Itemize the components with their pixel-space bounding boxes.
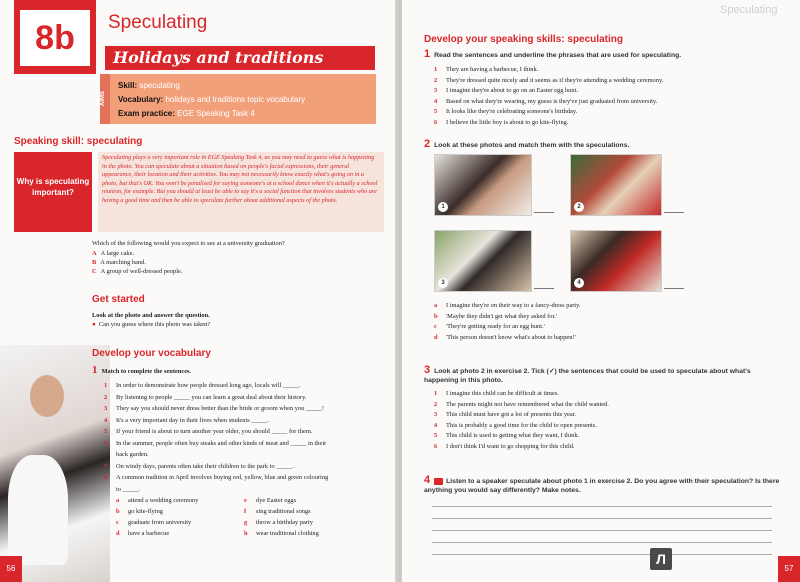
- vocab-choice: c graduate from university: [116, 519, 192, 526]
- notes-line[interactable]: [432, 506, 772, 507]
- topic-banner: Holidays and traditions: [105, 46, 375, 70]
- unit-title: Speculating: [108, 12, 208, 33]
- vocab-choice: g throw a birthday party: [244, 519, 313, 526]
- aims-skill: Skill: speculating: [118, 81, 180, 90]
- aims-tag: AIMS: [100, 74, 110, 124]
- aims-exam: Exam practice: EGE Speaking Task 4: [118, 109, 255, 118]
- why-box: [14, 152, 384, 232]
- vocab-choice: e dye Easter eggs: [244, 497, 297, 504]
- right-ex1-instruction: 1 Read the sentences and underline the phrases that are used for speculating.: [424, 48, 682, 60]
- vocab-choice: h wear traditional clothing: [244, 530, 319, 537]
- get-started-heading: Get started: [92, 294, 145, 305]
- vocab-heading: Develop your vocabulary: [92, 348, 211, 359]
- tick-sentence: 2 The parents might not have remembered what the child wanted.: [434, 400, 609, 408]
- running-head: Speculating: [720, 4, 778, 16]
- vocab-sentence: 7 On windy days, parents often take their children to the park to _____.: [104, 462, 294, 470]
- photo-speculation: b 'Maybe they didn't get what they asked for.': [434, 312, 558, 320]
- vocab-sentence: to _____.: [116, 485, 141, 493]
- notes-line[interactable]: [432, 542, 772, 543]
- vocab-sentence: 4 It's a very important day in their lives when students _____.: [104, 416, 269, 424]
- vocab-choice: b go kite-flying: [116, 508, 163, 515]
- photo-1: 1: [434, 154, 532, 216]
- wedding-photo: [0, 345, 110, 582]
- why-text: Speculating plays a very important role in EGE Speaking Task 4, as you may need to guess what is happening in the photo. You can speculate about a situation based on people's facial expressions, their general appearance, their location and their activities. You may not necessarily know exactly what's going on in a photo, but that's OK. You won't be penalised for saying someone's at a school dance when it's actually a school reunion, for example. But you should at least be able to say it's a social function that involves students who are having a good time and then be able to speculate further about additional aspects of the photo.: [98, 152, 384, 232]
- vocab-sentence: 8 A common tradition in April involves buying red, yellow, blue and green colouring: [104, 474, 329, 481]
- photo-4: 4: [570, 230, 662, 292]
- photo-3: 3: [434, 230, 532, 292]
- right-ex4-instruction: 4 Listen to a speaker speculate about photo 1 in exercise 2. Do you agree with their speculation? Is there anything you would say differently? Make notes.: [424, 474, 780, 494]
- unit-number-box: [14, 0, 96, 74]
- vocab-choice: d have a barbecue: [116, 530, 170, 537]
- tick-sentence: 5 This child is used to getting what they want, I think.: [434, 432, 580, 439]
- vocab-choice: a attend a wedding ceremony: [116, 497, 199, 504]
- photo-4-blank: [664, 288, 684, 289]
- option-b: B A marching band.: [92, 259, 146, 266]
- photo-1-blank: [534, 212, 554, 213]
- left-page: [0, 0, 398, 582]
- tick-sentence: 6 I don't think I'd want to go shopping for this child.: [434, 442, 575, 450]
- get-started-instruction: Look at the photo and answer the question.: [92, 312, 210, 319]
- photo-speculation: a I imagine they're on their way to a fancy-dress party.: [434, 302, 581, 309]
- notes-line[interactable]: [432, 530, 772, 531]
- right-ex3-instruction: 3 Look at photo 2 in exercise 2. Tick (✓) the sentences that could be used to speculate about what's happening in this photo.: [424, 364, 751, 384]
- notes-line[interactable]: [432, 518, 772, 519]
- vocab-sentence: 2 By listening to people _____ you can learn a great deal about their history.: [104, 393, 307, 401]
- option-c: C A group of well-dressed people.: [92, 268, 183, 275]
- right-page: [402, 0, 800, 582]
- notes-line[interactable]: [432, 554, 772, 555]
- why-label: Why is speculating important?: [14, 152, 92, 232]
- vocab-sentence: 5 If your friend is about to turn another year older, you should _____ for them.: [104, 428, 313, 435]
- unit-number: 8b: [20, 10, 90, 66]
- publisher-logo: Л: [650, 548, 672, 570]
- vocab-sentence: 1 In order to demonstrate how people dressed long ago, locals will _____.: [104, 382, 301, 389]
- vocab-ex1-instruction: 1 Match to complete the sentences.: [92, 364, 192, 376]
- right-ex2-instruction: 2 Look at these photos and match them with the speculations.: [424, 138, 630, 150]
- photo-2-blank: [664, 212, 684, 213]
- photo-2: 2: [570, 154, 662, 216]
- speculation-sentence: 6 I believe the little boy is about to go kite-flying.: [434, 118, 569, 126]
- tick-sentence: 4 This is probably a good time for the child to open presents.: [434, 421, 597, 429]
- photo-speculation: d 'This person doesn't know what's about to happen!': [434, 333, 576, 341]
- question-text: Which of the following would you expect to see at a university graduation?: [92, 240, 285, 247]
- audio-speaker-icon[interactable]: [434, 478, 443, 485]
- speculation-sentence: 5 It looks like they're celebrating someone's birthday.: [434, 108, 578, 115]
- option-a: A A large cake.: [92, 250, 135, 257]
- speculation-sentence: 1 They are having a barbecue, I think.: [434, 66, 539, 73]
- aims-vocabulary: Vocabulary: holidays and traditions topic vocabulary: [118, 95, 306, 104]
- speaking-skill-heading: Speaking skill: speculating: [14, 136, 143, 147]
- tick-sentence: 3 This child must have got a lot of presents this year.: [434, 411, 577, 418]
- vocab-choice: f sing traditional songs: [244, 508, 311, 515]
- speaking-skills-heading: Develop your speaking skills: speculating: [424, 34, 623, 45]
- get-started-question: ● Can you guess where this photo was taken?: [92, 321, 211, 328]
- speculation-sentence: 4 Based on what they're wearing, my guess is they've just graduated from university.: [434, 97, 658, 105]
- speculation-sentence: 3 I imagine they're about to go on an Easter egg hunt.: [434, 87, 578, 94]
- vocab-sentence: 3 They say you should never dress better than the bride or groom when you _____!: [104, 405, 325, 412]
- vocab-sentence: 6 In the summer, people often buy steaks and other kinds of meat and _____ in their: [104, 439, 327, 447]
- bride-veil: [8, 455, 68, 565]
- vocab-sentence: back garden.: [116, 451, 149, 458]
- photo-3-blank: [534, 288, 554, 289]
- page-number-right: 57: [778, 556, 800, 582]
- speculation-sentence: 2 They're dressed quite nicely and it seems as if they're attending a wedding ceremony.: [434, 76, 664, 84]
- groom-face: [30, 375, 64, 417]
- photo-speculation: c 'They're getting ready for an egg hunt.': [434, 323, 545, 330]
- tick-sentence: 1 I imagine this child can be difficult at times.: [434, 390, 559, 397]
- page-number-left: 56: [0, 556, 22, 582]
